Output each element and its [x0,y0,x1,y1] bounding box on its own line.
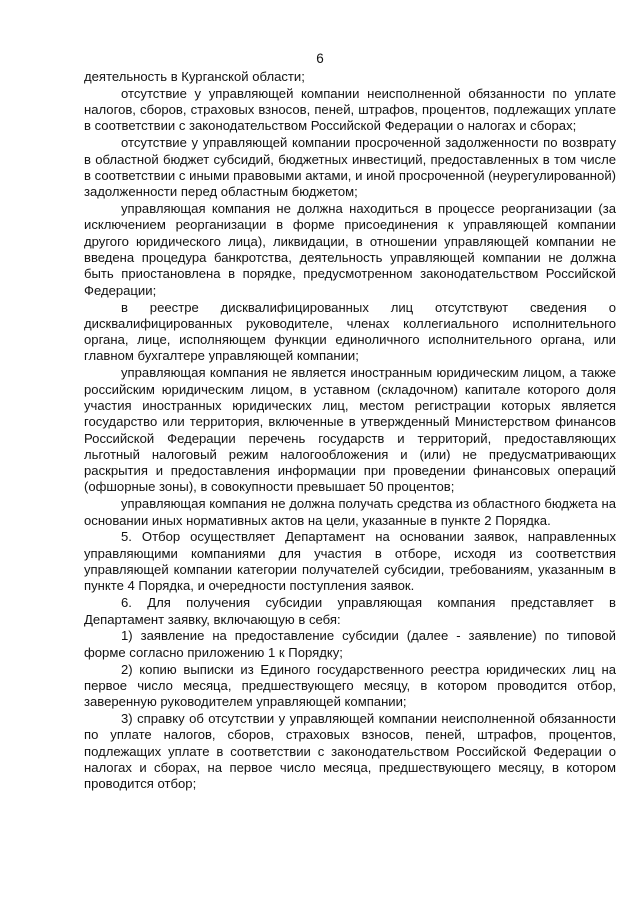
paragraph-no-budget-debt: отсутствие у управляющей компании просроченной задолженности по возврату в областной бюджет субсидий, бюджетных инвестиций, предоставленных в том числе в соответствии с иными правовыми актами, и иной просроченной (неурегулированной) задолженности перед областным бюджетом; [84,135,616,200]
paragraph-no-tax-debt: отсутствие у управляющей компании неисполненной обязанности по уплате налогов, сборов, страховых взносов, пеней, штрафов, процентов, подлежащих уплате в соответствии с законодательством Российской Федерации о налогах и сборах; [84,85,616,134]
paragraph-disqualified-registry: в реестре дисквалифицированных лиц отсутствуют сведения о дисквалифицированных руководителе, членах коллегиального исполнительного органа, лице, исполняющем функции единоличного исполнительного органа, или главном бухгалтере управляющей компании; [84,299,616,364]
paragraph-foreign-entity: управляющая компания не является иностранным юридическим лицом, а также российским юридическим лицом, в уставном (складочном) капитале которого доля участия иностранных юридических лиц, местом регистрации которых является государство или территория, включенные в утвержденный Министерством финансов Российской Федерации перечень государств и территорий, предоставляющих льготный налоговый режим налогообложения и (или) не предусматривающих раскрытия и предоставления информации при проведении финансовых операций (офшорные зоны), в совокупности превышает 50 процентов; [84,365,616,495]
document-body [84,69,616,793]
paragraph-no-other-funds: управляющая компания не должна получать средства из областного бюджета на основании иных нормативных актов на цели, указанные в пункте 2 Порядка. [84,496,616,528]
paragraph-continuation: деятельность в Курганской области; [84,69,305,84]
paragraph-item-5: 5. Отбор осуществляет Департамент на основании заявок, направленных управляющими компаниями для участия в отборе, исходя из соответствия управляющей компании категории получателей субсидии, требованиям, указанным в пункте 4 Порядка, и очередности поступления заявок. [84,529,616,594]
paragraph-subitem-2: 2) копию выписки из Единого государственного реестра юридических лиц на первое число месяца, предшествующего месяцу, в котором проводится отбор, заверенную руководителем управляющей компании; [84,661,616,710]
paragraph-subitem-1: 1) заявление на предоставление субсидии (далее - заявление) по типовой форме согласно приложению 1 к Порядку; [84,628,616,660]
paragraph-no-reorganization: управляющая компания не должна находиться в процессе реорганизации (за исключением реорганизации в форме присоединения к управляющей компании другого юридического лица), ликвидации, в отношении управляющей компании не введена процедура банкротства, деятельность управляющей компании не должна быть приостановлена в порядке, предусмотренном законодательством Российской Федерации; [84,201,616,298]
page-number: 6 [316,51,324,66]
paragraph-subitem-3: 3) справку об отсутствии у управляющей компании неисполненной обязанности по уплате налогов, сборов, страховых взносов, пеней, штрафов, процентов, подлежащих уплате в соответствии с законодательством Российской Федерации о налогах и сборах, на первое число месяца, предшествующего месяцу, в котором проводится отбор; [84,711,616,792]
paragraph-item-6: 6. Для получения субсидии управляющая компания представляет в Департамент заявку, включающую в себя: [84,595,616,627]
